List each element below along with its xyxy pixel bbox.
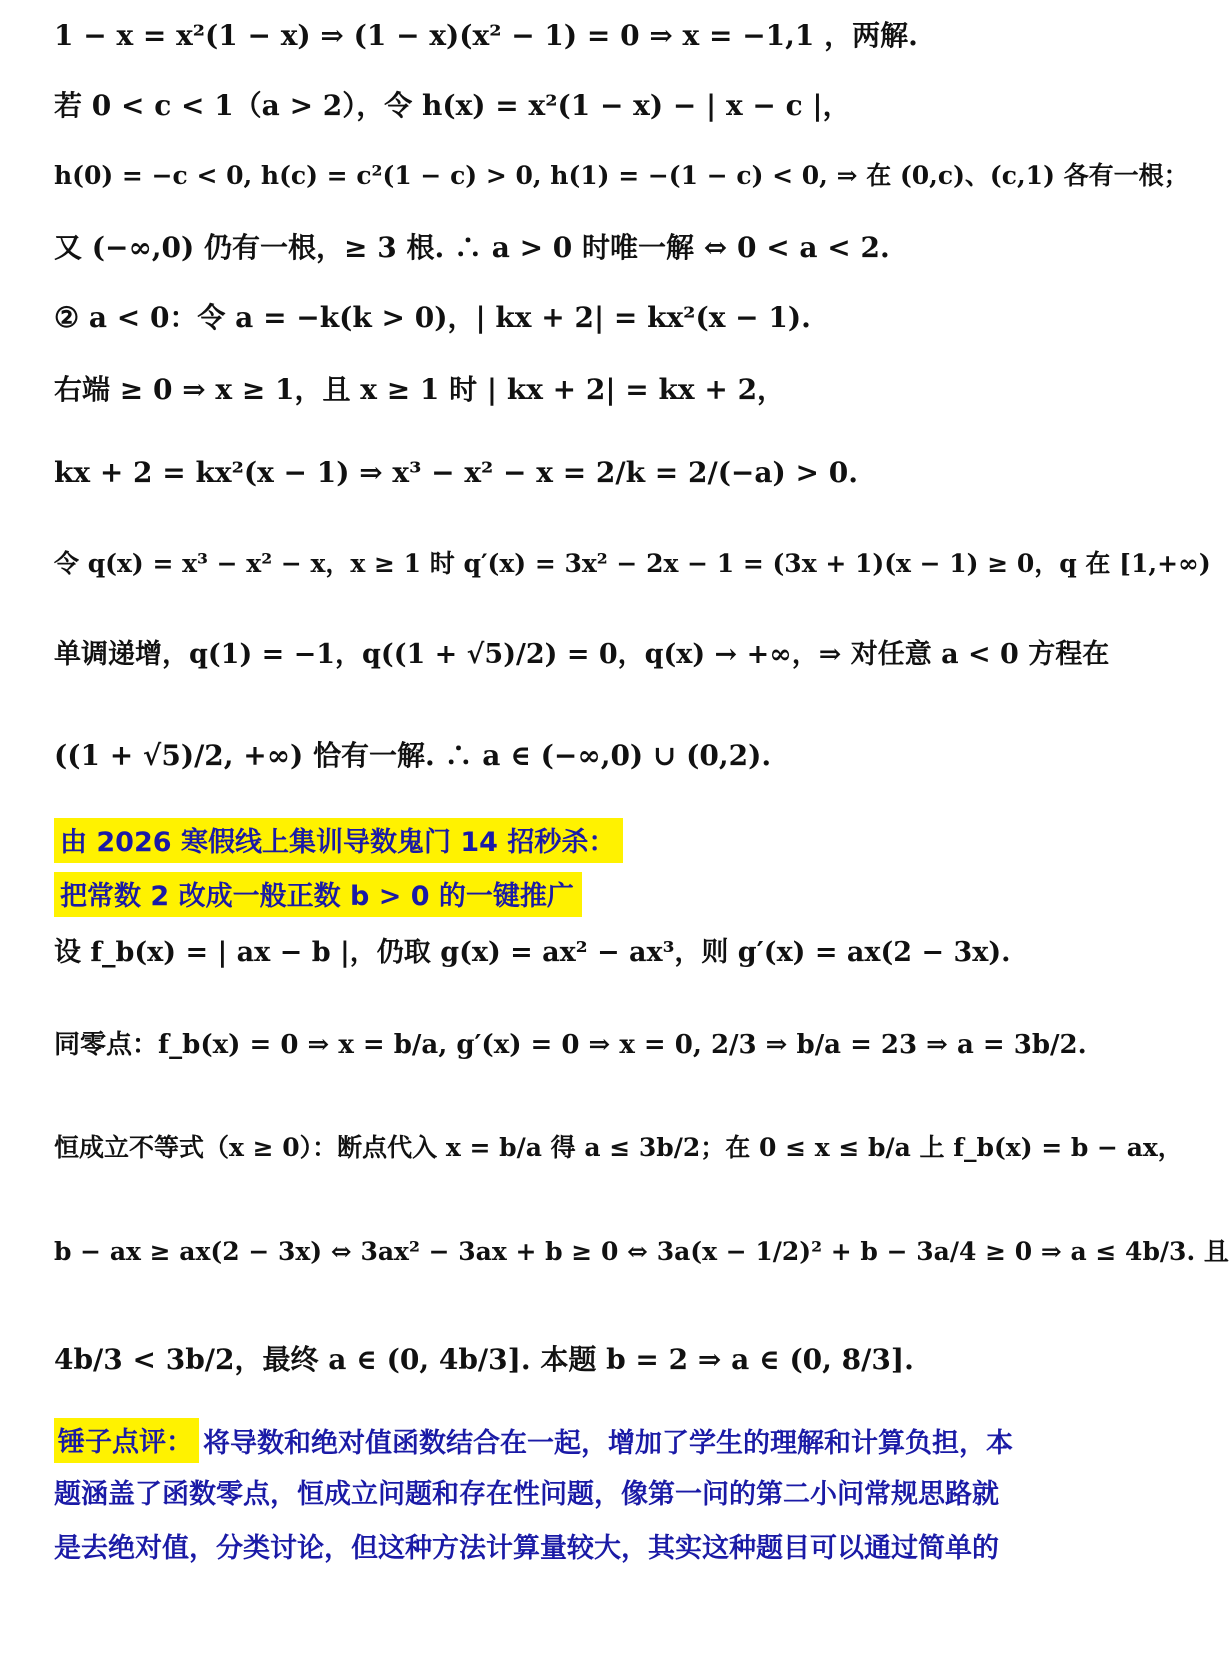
solution-line-13: 恒成立不等式（x ≥ 0）：断点代入 x = b/a 得 a ≤ 3b/2；在 0 ≤ x ≤ b/a 上 f_b(x) = b − ax， xyxy=(54,1133,1183,1162)
solution-line-8: 令 q(x) = x³ − x² − x，x ≥ 1 时 q′(x) = 3x² − 2x − 1 = (3x + 1)(x − 1) ≥ 0，q 在 [1,+∞) xyxy=(54,549,1211,578)
solution-line-1: 1 − x = x²(1 − x) ⇒ (1 − x)(x² − 1) = 0 ⇒ x = −1,1 ，两解. xyxy=(54,19,918,52)
solution-line-4: 又 (−∞,0) 仍有一根，≥ 3 根. ∴ a > 0 时唯一解 ⇔ 0 < a < 2. xyxy=(54,231,890,264)
solution-line-11: 设 f_b(x) = | ax − b |，仍取 g(x) = ax² − ax³，则 g′(x) = ax(2 − 3x). xyxy=(54,937,1011,968)
comment-line-2: 题涵盖了函数零点，恒成立问题和存在性问题，像第一问的第二小问常规思路就 xyxy=(54,1479,999,1510)
solution-line-7: kx + 2 = kx²(x − 1) ⇒ x³ − x² − x = 2/k = 2/(−a) > 0. xyxy=(54,456,858,489)
solution-line-12: 同零点：f_b(x) = 0 ⇒ x = b/a, g′(x) = 0 ⇒ x = 0, 2/3 ⇒ b/a = 23 ⇒ a = 3b/2. xyxy=(54,1030,1087,1060)
highlight-title-1: 由 2026 寒假线上集训导数鬼门 14 招秒杀： xyxy=(54,818,1060,863)
solution-line-5: ② a < 0：令 a = −k(k > 0)，| kx + 2| = kx²(x − 1). xyxy=(54,301,811,334)
highlight-title-2: 把常数 2 改成一般正数 b > 0 的一键推广 xyxy=(54,872,1060,917)
solution-line-14: b − ax ≥ ax(2 − 3x) ⇔ 3ax² − 3ax + b ≥ 0 ⇔ 3a(x − 1/2)² + b − 3a/4 ≥ 0 ⇒ a ≤ 4b/3. 且 xyxy=(54,1237,1229,1266)
comment-tag: 锤子点评： xyxy=(54,1418,199,1463)
solution-line-2: 若 0 < c < 1（a > 2），令 h(x) = x²(1 − x) − | x − c |， xyxy=(54,89,851,122)
solution-line-9: 单调递增，q(1) = −1，q((1 + √5)/2) = 0，q(x) → +∞，⇒ 对任意 a < 0 方程在 xyxy=(54,639,1110,670)
comment-line-1: 锤子点评： 将导数和绝对值函数结合在一起，增加了学生的理解和计算负担，本 xyxy=(54,1418,1060,1463)
solution-line-15: 4b/3 < 3b/2，最终 a ∈ (0, 4b/3]. 本题 b = 2 ⇒ a ∈ (0, 8/3]. xyxy=(54,1343,914,1376)
solution-line-10: ((1 + √5)/2, +∞) 恰有一解. ∴ a ∈ (−∞,0) ∪ (0,2). xyxy=(54,739,772,772)
comment-line-3: 是去绝对值，分类讨论，但这种方法计算量较大，其实这种题目可以通过简单的 xyxy=(54,1533,999,1564)
solution-line-3: h(0) = −c < 0, h(c) = c²(1 − c) > 0, h(1) = −(1 − c) < 0, ⇒ 在 (0,c)、(c,1) 各有一根； xyxy=(54,161,1189,190)
solution-line-6: 右端 ≥ 0 ⇒ x ≥ 1，且 x ≥ 1 时 | kx + 2| = kx + 2， xyxy=(54,373,786,406)
